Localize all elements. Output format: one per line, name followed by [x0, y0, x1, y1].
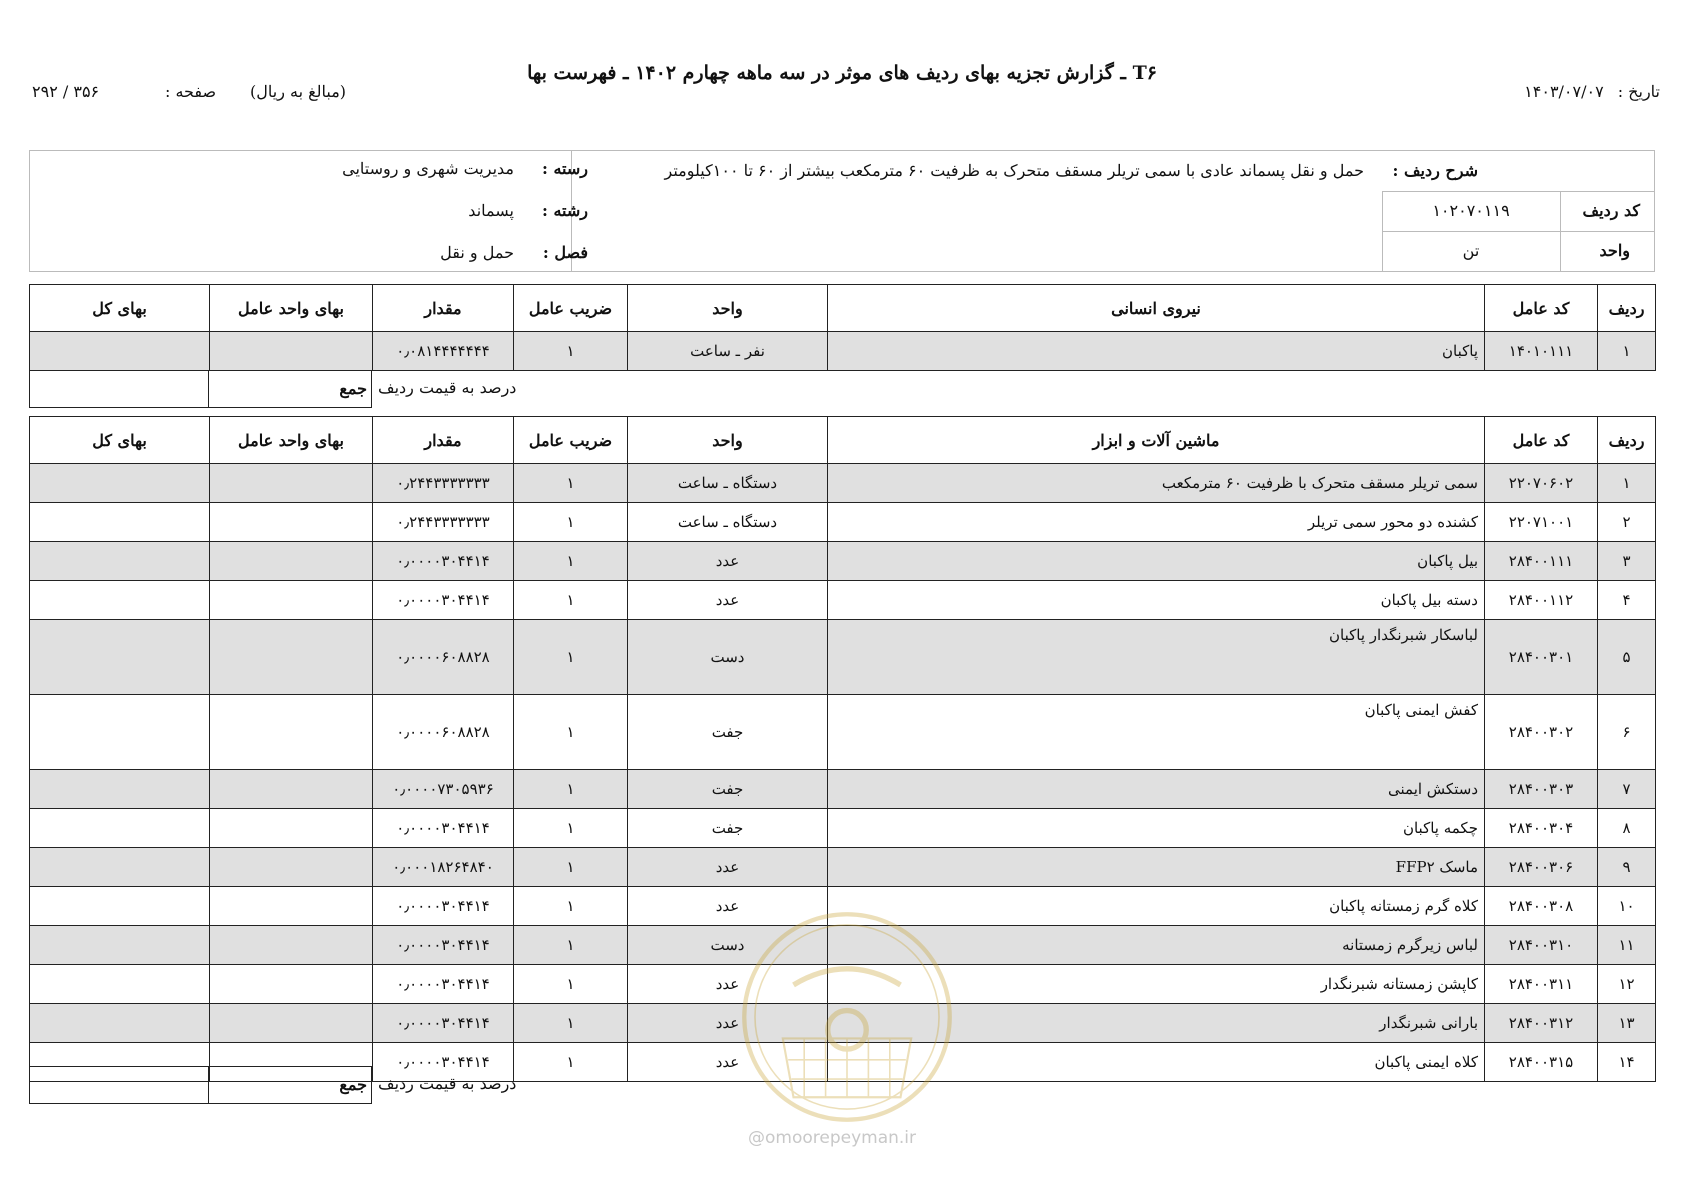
factor-unit: جفت	[628, 770, 828, 809]
category-value: مدیریت شهری و روستایی	[342, 159, 514, 178]
category-label: رسته :	[541, 159, 588, 178]
factor-coef: ۱	[514, 695, 628, 770]
row-number: ۳	[1598, 542, 1656, 581]
factor-unit: دستگاه ـ ساعت	[628, 464, 828, 503]
col-unit: واحد	[628, 285, 828, 332]
factor-qty: ۰٫۰۰۰۰۳۰۴۴۱۴	[373, 1043, 514, 1082]
row-number: ۱۴	[1598, 1043, 1656, 1082]
labor-table	[29, 284, 1656, 371]
factor-coef: ۱	[514, 1043, 628, 1082]
row-number: ۸	[1598, 809, 1656, 848]
factor-name: لباس زیرگرم زمستانه	[828, 926, 1485, 965]
factor-name: کلاه ایمنی پاکبان	[828, 1043, 1485, 1082]
col-qty: مقدار	[373, 417, 514, 464]
unit-price	[210, 620, 373, 695]
row-number: ۴	[1598, 581, 1656, 620]
info-grid-line	[1560, 191, 1561, 271]
total-price	[30, 887, 210, 926]
table-row	[30, 503, 1656, 542]
unit-price	[210, 464, 373, 503]
total-price	[30, 926, 210, 965]
total-price	[30, 332, 210, 371]
machinery-sum-label-cell	[209, 1066, 372, 1104]
factor-qty: ۰٫۰۰۰۰۶۰۸۸۲۸	[373, 695, 514, 770]
factor-unit: عدد	[628, 965, 828, 1004]
date-label: تاریخ :	[1617, 82, 1660, 101]
total-price	[30, 581, 210, 620]
factor-code: ۲۸۴۰۰۳۱۱	[1485, 965, 1598, 1004]
factor-unit: عدد	[628, 887, 828, 926]
machinery-header-row	[30, 417, 1656, 464]
date-value: ۱۴۰۳/۰۷/۰۷	[1524, 82, 1604, 101]
row-number: ۶	[1598, 695, 1656, 770]
factor-code: ۲۲۰۷۰۶۰۲	[1485, 464, 1598, 503]
unit-price	[210, 926, 373, 965]
factor-name: کفش ایمنی پاکبان	[828, 695, 1485, 770]
row-number: ۵	[1598, 620, 1656, 695]
factor-code: ۲۸۴۰۰۳۱۰	[1485, 926, 1598, 965]
labor-sum-row	[29, 370, 1655, 408]
factor-coef: ۱	[514, 1004, 628, 1043]
factor-code: ۲۲۰۷۱۰۰۱	[1485, 503, 1598, 542]
factor-code: ۲۸۴۰۰۳۰۶	[1485, 848, 1598, 887]
report-date	[1524, 82, 1660, 101]
total-price	[30, 770, 210, 809]
factor-unit: عدد	[628, 581, 828, 620]
desc-label: شرح ردیف :	[1392, 161, 1478, 180]
factor-qty: ۰٫۰۰۰۰۶۰۸۸۲۸	[373, 620, 514, 695]
factor-name: سمی تریلر مسقف متحرک با ظرفیت ۶۰ مترمکعب	[828, 464, 1485, 503]
factor-unit: دست	[628, 620, 828, 695]
col-total: بهای کل	[30, 285, 210, 332]
factor-coef: ۱	[514, 542, 628, 581]
machinery-pct-label: درصد به قیمت ردیف	[378, 1074, 517, 1093]
unit-price	[210, 1004, 373, 1043]
factor-name: بارانی شبرنگدار	[828, 1004, 1485, 1043]
col-unit-price: بهای واحد عامل	[210, 417, 373, 464]
total-price	[30, 965, 210, 1004]
labor-header-row	[30, 285, 1656, 332]
factor-unit: دستگاه ـ ساعت	[628, 503, 828, 542]
amount-note: (مبالغ به ریال)	[250, 82, 347, 101]
table-row	[30, 770, 1656, 809]
unit-price	[210, 581, 373, 620]
factor-name: پاکبان	[828, 332, 1485, 371]
total-price	[30, 464, 210, 503]
field-label: رشته :	[541, 201, 588, 220]
factor-coef: ۱	[514, 887, 628, 926]
labor-sum-total-cell	[29, 370, 209, 408]
unit-price	[210, 848, 373, 887]
factor-coef: ۱	[514, 770, 628, 809]
factor-unit: عدد	[628, 848, 828, 887]
factor-code: ۲۸۴۰۰۱۱۲	[1485, 581, 1598, 620]
unit-price	[210, 332, 373, 371]
factor-code: ۲۸۴۰۰۳۱۵	[1485, 1043, 1598, 1082]
table-row	[30, 581, 1656, 620]
total-price	[30, 503, 210, 542]
col-labor-title: نیروی انسانی	[828, 285, 1485, 332]
factor-code: ۲۸۴۰۰۳۱۲	[1485, 1004, 1598, 1043]
factor-code: ۲۸۴۰۰۳۰۴	[1485, 809, 1598, 848]
machinery-sum-label: جمع	[339, 1075, 367, 1094]
factor-qty: ۰٫۰۰۰۰۳۰۴۴۱۴	[373, 809, 514, 848]
table-row	[30, 695, 1656, 770]
report-title: T۶ ـ گزارش تجزیه بهای ردیف های موثر در سه ماهه چهارم ۱۴۰۲ ـ فهرست بها	[527, 62, 1157, 84]
unit-price	[210, 542, 373, 581]
watermark-logo	[740, 910, 954, 1124]
col-total: بهای کل	[30, 417, 210, 464]
machinery-sum-total-cell	[29, 1066, 209, 1104]
row-number: ۱۱	[1598, 926, 1656, 965]
code-label: کد ردیف	[1582, 201, 1640, 220]
factor-unit: جفت	[628, 695, 828, 770]
factor-coef: ۱	[514, 926, 628, 965]
col-row: ردیف	[1598, 285, 1656, 332]
factor-qty: ۰٫۰۸۱۴۴۴۴۴۴۴	[373, 332, 514, 371]
factor-qty: ۰٫۰۰۰۰۳۰۴۴۱۴	[373, 1004, 514, 1043]
factor-unit: عدد	[628, 1004, 828, 1043]
factor-code: ۲۸۴۰۰۳۰۱	[1485, 620, 1598, 695]
col-unit-price: بهای واحد عامل	[210, 285, 373, 332]
col-coef: ضریب عامل	[514, 285, 628, 332]
table-row	[30, 542, 1656, 581]
page-label: صفحه :	[165, 82, 217, 101]
row-number: ۱	[1598, 332, 1656, 371]
table-row	[30, 809, 1656, 848]
factor-qty: ۰٫۰۰۰۰۳۰۴۴۱۴	[373, 887, 514, 926]
labor-sum-label-cell	[209, 370, 372, 408]
factor-coef: ۱	[514, 464, 628, 503]
factor-name: چکمه پاکبان	[828, 809, 1485, 848]
col-qty: مقدار	[373, 285, 514, 332]
factor-unit: جفت	[628, 809, 828, 848]
factor-name: دستکش ایمنی	[828, 770, 1485, 809]
factor-name: بیل پاکبان	[828, 542, 1485, 581]
factor-coef: ۱	[514, 581, 628, 620]
unit-price	[210, 809, 373, 848]
factor-qty: ۰٫۰۰۰۱۸۲۶۴۸۴۰	[373, 848, 514, 887]
factor-qty: ۰٫۰۰۰۰۳۰۴۴۱۴	[373, 926, 514, 965]
row-number: ۷	[1598, 770, 1656, 809]
info-grid-line	[1382, 231, 1654, 232]
unit-price	[210, 965, 373, 1004]
row-number: ۱۰	[1598, 887, 1656, 926]
factor-code: ۲۸۴۰۰۳۰۸	[1485, 887, 1598, 926]
total-price	[30, 542, 210, 581]
chapter-label: فصل :	[542, 243, 588, 262]
unit-price	[210, 503, 373, 542]
factor-name: کلاه گرم زمستانه پاکبان	[828, 887, 1485, 926]
col-coef: ضریب عامل	[514, 417, 628, 464]
factor-name: کاپشن زمستانه شبرنگدار	[828, 965, 1485, 1004]
labor-sum-label: جمع	[339, 379, 367, 398]
col-unit: واحد	[628, 417, 828, 464]
factor-name: دسته بیل پاکبان	[828, 581, 1485, 620]
field-value: پسماند	[468, 201, 514, 220]
table-row	[30, 848, 1656, 887]
row-number: ۱۲	[1598, 965, 1656, 1004]
col-code: کد عامل	[1485, 417, 1598, 464]
page-number: ۲۹۲ / ۳۵۶	[32, 82, 100, 101]
unit-value: تن	[1462, 241, 1480, 260]
total-price	[30, 695, 210, 770]
factor-code: ۲۸۴۰۰۳۰۳	[1485, 770, 1598, 809]
factor-qty: ۰٫۰۰۰۰۳۰۴۴۱۴	[373, 542, 514, 581]
chapter-value: حمل و نقل	[440, 243, 514, 262]
factor-code: ۲۸۴۰۰۱۱۱	[1485, 542, 1598, 581]
row-info-box	[29, 150, 1655, 272]
factor-qty: ۰٫۰۰۰۰۳۰۴۴۱۴	[373, 581, 514, 620]
factor-qty: ۰٫۰۰۰۰۳۰۴۴۱۴	[373, 965, 514, 1004]
factor-coef: ۱	[514, 503, 628, 542]
col-code: کد عامل	[1485, 285, 1598, 332]
row-number: ۱	[1598, 464, 1656, 503]
labor-pct-label: درصد به قیمت ردیف	[378, 378, 517, 397]
factor-unit: دست	[628, 926, 828, 965]
factor-unit: عدد	[628, 1043, 828, 1082]
total-price	[30, 1004, 210, 1043]
total-price	[30, 809, 210, 848]
factor-coef: ۱	[514, 809, 628, 848]
factor-unit: عدد	[628, 542, 828, 581]
table-row	[30, 464, 1656, 503]
total-price	[30, 848, 210, 887]
unit-price	[210, 770, 373, 809]
table-row	[30, 620, 1656, 695]
row-number: ۲	[1598, 503, 1656, 542]
unit-price	[210, 695, 373, 770]
factor-name: کشنده دو محور سمی تریلر	[828, 503, 1485, 542]
factor-coef: ۱	[514, 332, 628, 371]
code-value: ۱۰۲۰۷۰۱۱۹	[1432, 201, 1510, 220]
factor-coef: ۱	[514, 965, 628, 1004]
table-row	[30, 332, 1656, 371]
factor-name: لباسکار شبرنگدار پاکبان	[828, 620, 1485, 695]
row-number: ۱۳	[1598, 1004, 1656, 1043]
col-machinery-title: ماشین آلات و ابزار	[828, 417, 1485, 464]
col-row: ردیف	[1598, 417, 1656, 464]
factor-qty: ۰٫۰۰۰۰۷۳۰۵۹۳۶	[373, 770, 514, 809]
unit-label: واحد	[1599, 241, 1630, 260]
factor-coef: ۱	[514, 848, 628, 887]
row-number: ۹	[1598, 848, 1656, 887]
watermark-url: @omoorepeyman.ir	[748, 1128, 917, 1148]
factor-coef: ۱	[514, 620, 628, 695]
desc-value: حمل و نقل پسماند عادی با سمی تریلر مسقف متحرک به ظرفیت ۶۰ مترمکعب بیشتر از ۶۰ تا ۱۰۰کیلومتر	[664, 161, 1364, 180]
total-price	[30, 620, 210, 695]
info-grid-line	[1382, 191, 1654, 192]
factor-qty: ۰٫۲۴۴۳۳۳۳۳۳۳	[373, 464, 514, 503]
factor-code: ۱۴۰۱۰۱۱۱	[1485, 332, 1598, 371]
factor-qty: ۰٫۲۴۴۳۳۳۳۳۳۳	[373, 503, 514, 542]
unit-price	[210, 887, 373, 926]
factor-unit: نفر ـ ساعت	[628, 332, 828, 371]
factor-code: ۲۸۴۰۰۳۰۲	[1485, 695, 1598, 770]
factor-name: ماسک FFP۲	[828, 848, 1485, 887]
